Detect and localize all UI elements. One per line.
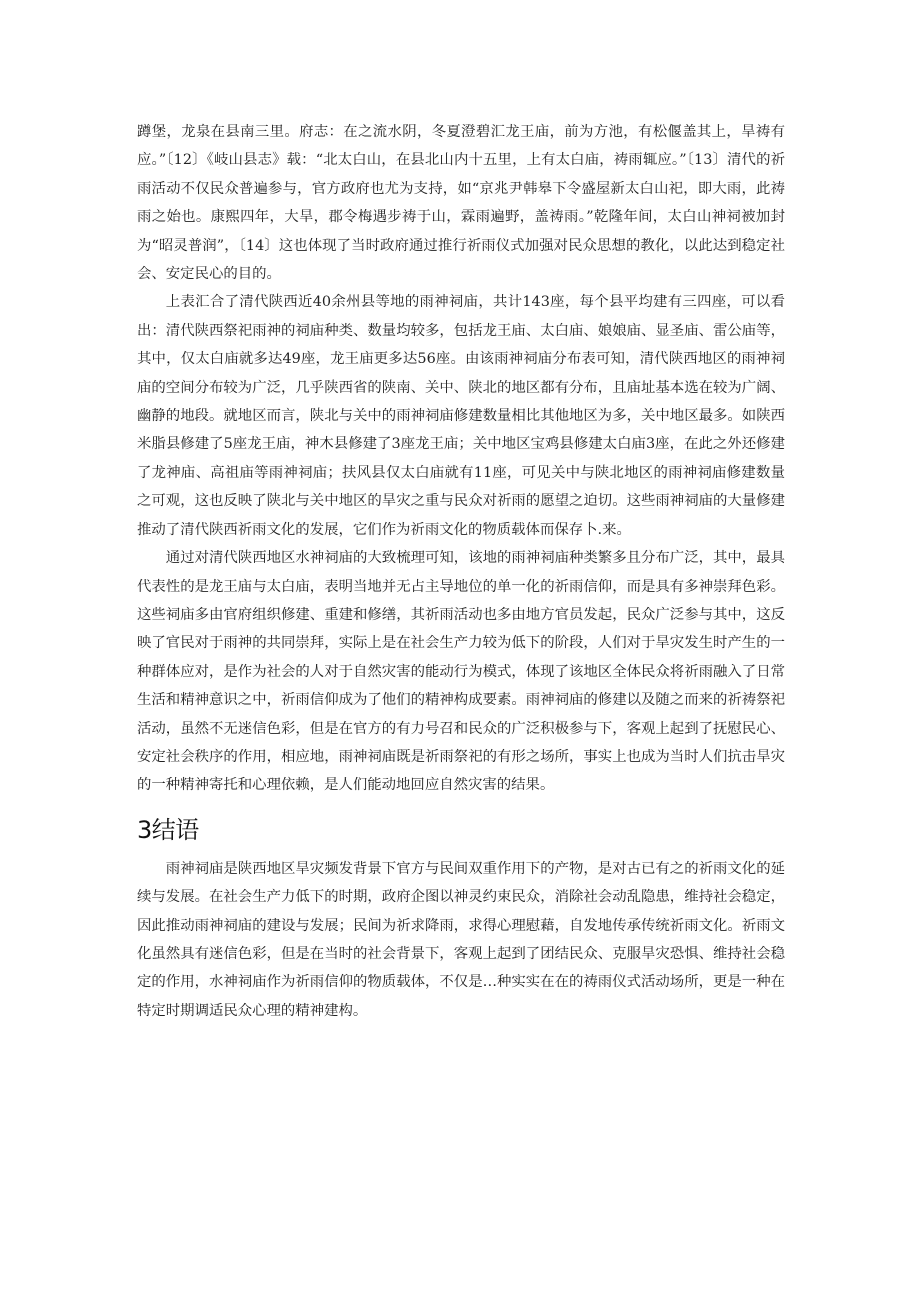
body-paragraph-1: 蹲堡，龙泉在县南三里。府志：在之流水阴，冬夏澄碧汇龙王庙，前为方池，有松偃盖其上，旱祷有应。”〔12〕《岐山县志》载：“北太白山，在县北山内十五里，上有太白庙，祷雨辄应。”〔13〕清代的祈雨活动不仅民众普遍参与，官方政府也尤为支持，如“京兆尹韩皋下令盛屋新太白山祀，即大雨，此祷雨之始也。康熙四年，大旱，郡令梅遇步祷于山，霖雨遍野，盖祷雨。”乾隆年间，太白山神祠被加封为“昭灵普润”，〔14〕这也体现了当时政府通过推行祈雨仪式加强对民众思想的教化，以此达到稳定社会、安定民心的目的。 bbox=[137, 124, 785, 283]
conclusion-paragraph: 雨神祠庙是陕西地区旱灾频发背景下官方与民间双重作用下的产物，是对古已有之的祈雨文化的延续与发展。在社会生产力低下的时期，政府企图以神灵约束民众，消除社会动乱隐患，维持社会稳定，因此推动雨神祠庙的建设与发展；民间为祈求降雨，求得心理慰藉，自发地传承传统祈雨文化。祈雨文化虽然具有迷信色彩，但是在当时的社会背景下，客观上起到了团结民众、克服旱灾恐惧、维持社会稳定的作用，水神祠庙作为祈雨信仰的物质载体，不仅是…种实实在在的祷雨仪式活动场所，更是一种在特定时期调适民众心理的精神建构。 bbox=[137, 860, 785, 1019]
section-heading-conclusion: 3结语 bbox=[137, 815, 199, 844]
document-page bbox=[137, 118, 785, 1025]
body-paragraph-3: 通过对清代陕西地区水神祠庙的大致梳理可知，该地的雨神祠庙种类繁多且分布广泛，其中，最具代表性的是龙王庙与太白庙，表明当地并无占主导地位的单一化的祈雨信仰，而是具有多神崇拜色彩。这些祠庙多由官府组织修建、重建和修缮，其祈雨活动也多由地方官员发起，民众广泛参与其中，这反映了官民对于雨神的共同崇拜，实际上是在社会生产力较为低下的阶段，人们对于旱灾发生时产生的一种群体应对，是作为社会的人对于自然灾害的能动行为模式，体现了该地区全体民众将祈雨融入了日常生活和精神意识之中，祈雨信仰成为了他们的精神构成要素。雨神祠庙的修建以及随之而来的祈祷祭祀活动，虽然不无迷信色彩，但是在官方的有力号召和民众的广泛积极参与下，客观上起到了抚慰民心、安定社会秩序的作用，相应地，雨神祠庙既是祈雨祭祀的有形之场所，事实上也成为当时人们抗击旱灾的一种精神寄托和心理依赖，是人们能动地回应自然灾害的结果。 bbox=[137, 550, 785, 794]
body-paragraph-2: 上表汇合了清代陕西近40余州县等地的雨神祠庙，共计143座，每个县平均建有三四座，可以看出：清代陕西祭祀雨神的祠庙种类、数量均较多，包括龙王庙、太白庙、娘娘庙、显圣庙、雷公庙等，其中，仅太白庙就多达49座，龙王庙更多达56座。由该雨神祠庙分布表可知，清代陕西地区的雨神祠庙的空间分布较为广泛，几乎陕西省的陕南、关中、陕北的地区都有分布，且庙址基本选在较为广阔、幽静的地段。就地区而言，陕北与关中的雨神祠庙修建数量相比其他地区为多，关中地区最多。如陕西米脂县修建了5座龙王庙，神木县修建了3座龙王庙；关中地区宝鸡县修建太白庙3座，在此之外还修建了龙神庙、高祖庙等雨神祠庙；扶风县仅太白庙就有11座，可见关中与陕北地区的雨神祠庙修建数量之可观，这也反映了陕北与关中地区的旱灾之重与民众对祈雨的愿望之迫切。这些雨神祠庙的大量修建推动了清代陕西祈雨文化的发展，它们作为祈雨文化的物质载体而保存卜.来。 bbox=[137, 294, 785, 538]
